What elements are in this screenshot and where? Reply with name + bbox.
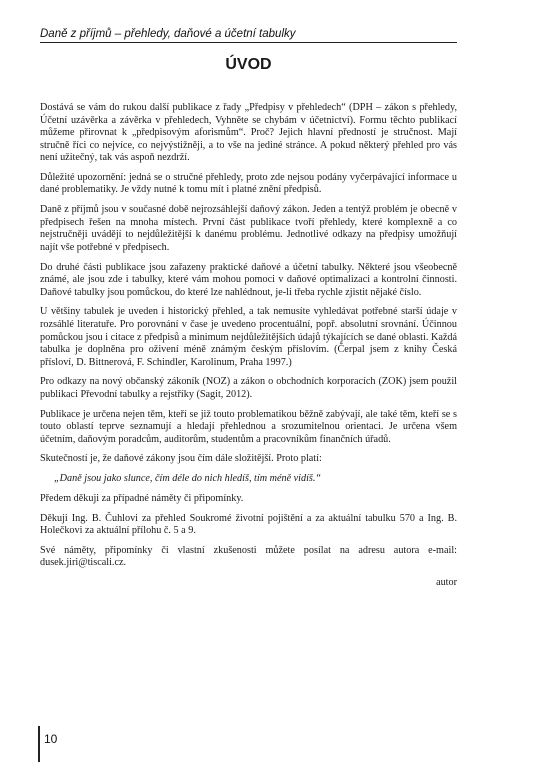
paragraph: Do druhé části publikace jsou zařazeny praktické daňové a účetní tabulky. Některé jsou všeobecně známé, ale jsou zde i tabulky, které vám mohou pomoci v daňové optimalizaci a kontrolní činnosti. Daňové tabulky jsou pomůckou, do které lze nahlédnout, je-li třeba rychle zjistit nějaké číslo. xyxy=(40,261,457,298)
paragraph: Důležité upozornění: jedná se o stručné přehledy, proto zde nejsou podány vyčerpávající informace u dané problematiky. Je vždy nutné k tomu mít i platné znění předpisů. xyxy=(40,171,457,196)
paragraph: Dostává se vám do rukou další publikace z řady „Předpisy v přehledech“ (DPH – zákon s přehledy, Účetní uzávěrka a závěrka v přehledech, Vyhněte se chybám v účetnictví). Formu těchto publikací můžeme přirovnat k „předpisovým aforismům“. Proč? Jejich hlavní předností je stručnost. Mají stručně říci co nejvíce, co nejvýstižněji, a to vše na jediné stránce. A pokud některý přehled pro vás není užitečný, tak vás aspoň nezdrží. xyxy=(40,102,457,164)
proverb-quote: „Daně jsou jako slunce, čím déle do nich hledíš, tím méně vidíš.“ xyxy=(54,473,322,485)
body-text xyxy=(40,102,457,597)
page-title: ÚVOD xyxy=(225,56,272,73)
running-header: Daně z příjmů – přehledy, daňové a účetní tabulky xyxy=(40,28,457,43)
footer-rule xyxy=(38,726,40,762)
paragraph: Skutečností je, že daňové zákony jsou čím dále složitější. Proto platí: xyxy=(40,453,322,465)
paragraph: Své náměty, připomínky či vlastní zkušenosti můžete posílat na adresu autora e-mail: dusek.jiri@tiscali.cz. xyxy=(40,544,457,569)
paragraph: Děkuji Ing. B. Čuhlovi za přehled Soukromé životní pojištění a za aktuální tabulku 570 a Ing. B. Holečkovi za aktuální přílohu č. 5 a 9. xyxy=(40,512,457,537)
page-number: 10 xyxy=(44,732,58,746)
author-signature: autor xyxy=(436,577,457,589)
paragraph: Předem děkuji za případné náměty či připomínky. xyxy=(40,492,244,504)
paragraph: Pro odkazy na nový občanský zákoník (NOZ) a zákon o obchodních korporacích (ZOK) jsem použil publikaci Převodní tabulky a rejstříky (Sagit, 2012). xyxy=(40,376,457,400)
paragraph: Daně z příjmů jsou v současné době nejrozsáhlejší daňový zákon. Jeden a tentýž problém je obecně v předpisech řešen na mnoha místech. První část publikace tvoří přehledy, které komplexně a co nejstručněji uvádějí to nejdůležitější k danému problému. Jednotlivé odkazy na předpisy umožňují najít vše potřebné v předpisech. xyxy=(40,204,457,253)
paragraph: Publikace je určena nejen těm, kteří se již touto problematikou běžně zabývají, ale také těm, kteří se s touto oblastí teprve seznamují a hledají přehlednou a srozumitelnou orientaci. Je určena všem účetním, daňovým poradcům, auditorům, studentům a pracovníkům finančních úřadů. xyxy=(40,408,457,445)
paragraph: U většiny tabulek je uveden i historický přehled, a tak nemusíte vyhledávat potřebné starší údaje v rozsáhlé literatuře. Pro porovnání v čase je uvedeno procentuální, popř. absolutní srovnání. Účinnou pomůckou jsou i citace z předpisů a minimum nejdůležitějších údajů týkajících se dané oblasti. Každá tabulka je doplněna pro oživení méně známým českým příslovím. (Čerpal jsem z knihy Česká přísloví, D. Bittnerová, F. Schindler, Karolinum, Praha 1997.) xyxy=(40,306,457,368)
